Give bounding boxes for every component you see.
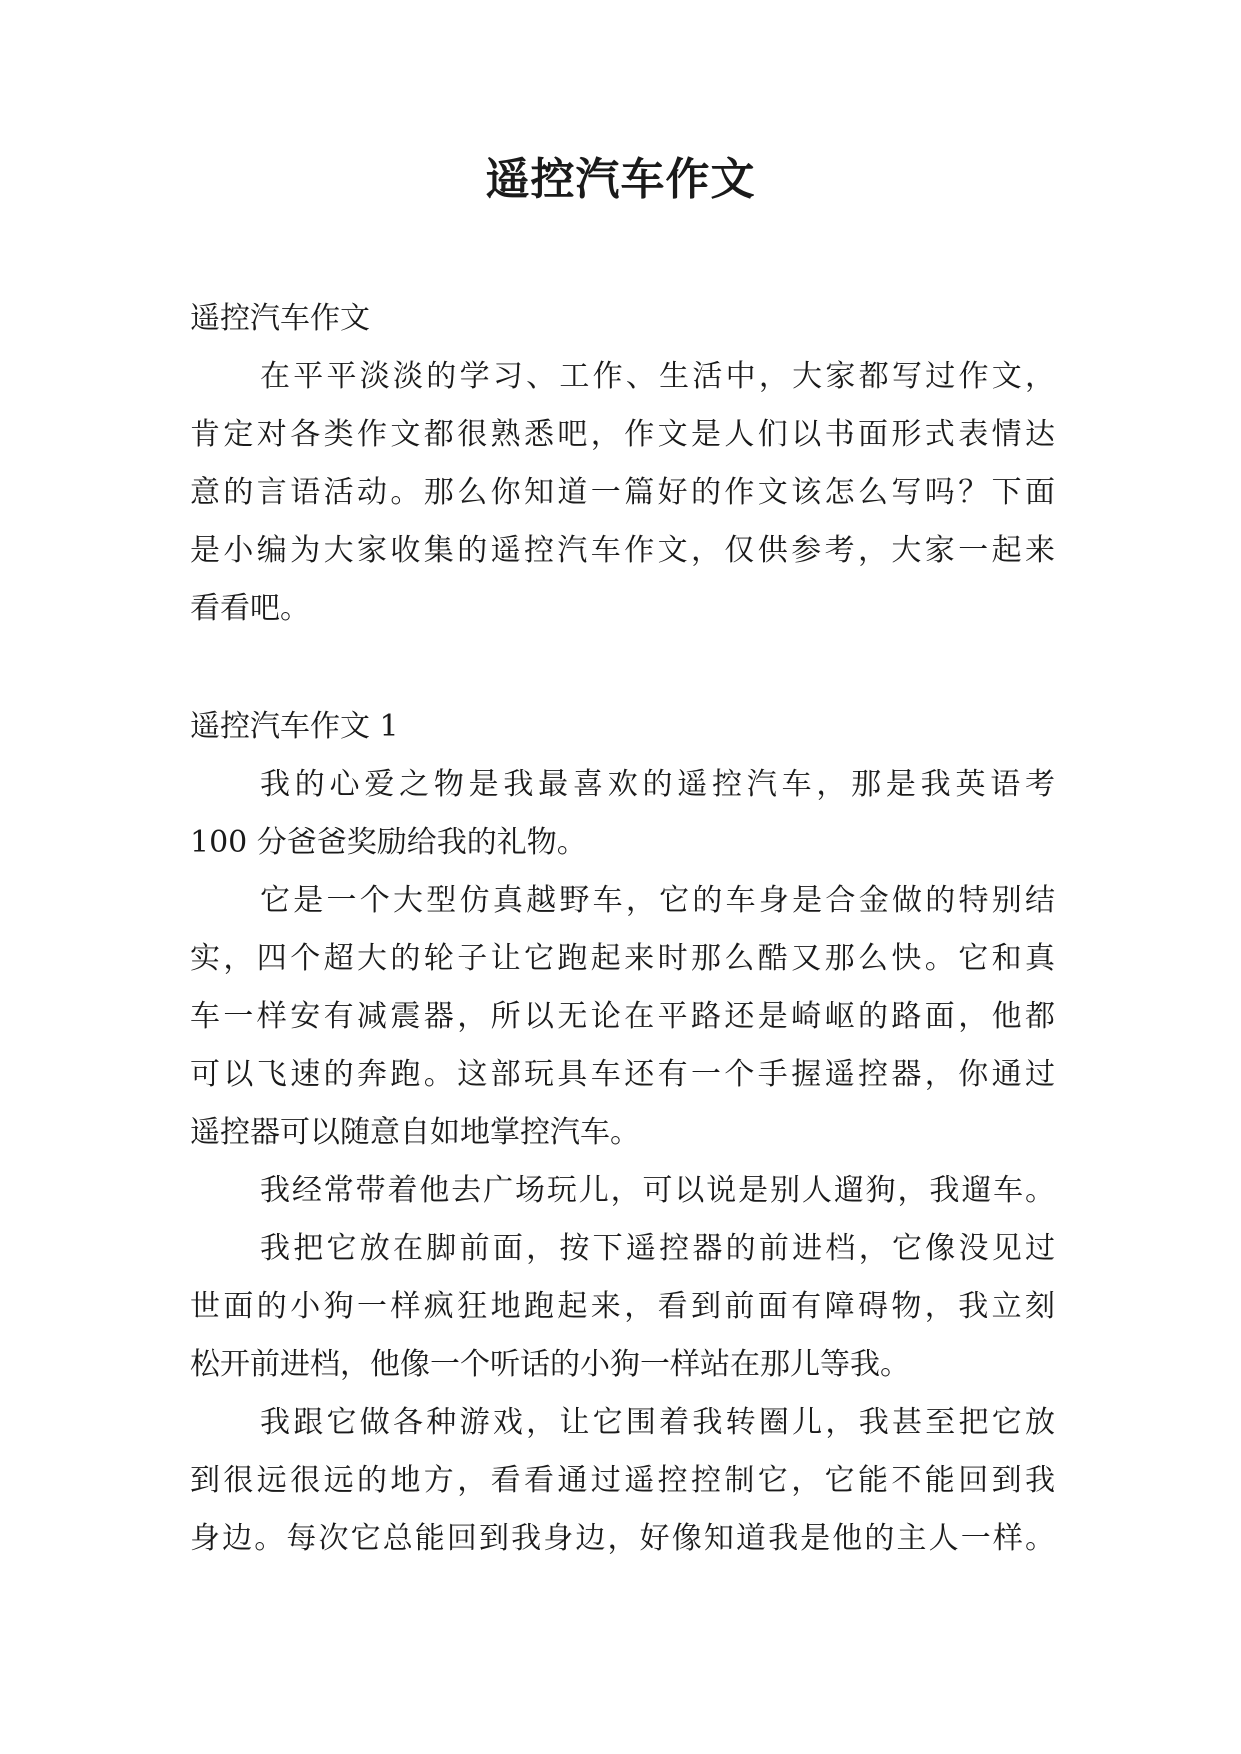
paragraph-line: 100 分爸爸奖励给我的礼物。 xyxy=(190,825,587,860)
paragraph-line: 我把它放在脚前面，按下遥控器的前进档，它像没见过 xyxy=(260,1231,1055,1266)
paragraph-line: 它是一个大型仿真越野车，它的车身是合金做的特别结 xyxy=(260,883,1055,918)
intro-line: 意的言语活动。那么你知道一篇好的作文该怎么写吗？下面 xyxy=(190,475,1055,510)
paragraph-line: 世面的小狗一样疯狂地跑起来，看到前面有障碍物，我立刻 xyxy=(190,1289,1055,1324)
intro-line: 是小编为大家收集的遥控汽车作文，仅供参考，大家一起来 xyxy=(190,533,1055,568)
intro-heading: 遥控汽车作文 xyxy=(190,301,370,336)
section-gap xyxy=(190,638,1055,698)
intro-line: 肯定对各类作文都很熟悉吧，作文是人们以书面形式表情达 xyxy=(190,417,1055,452)
essay-heading: 遥控汽车作文 1 xyxy=(190,709,399,744)
paragraph-line: 遥控器可以随意自如地掌控汽车。 xyxy=(190,1115,640,1150)
paragraph-line: 松开前进档，他像一个听话的小狗一样站在那儿等我。 xyxy=(190,1347,910,1382)
paragraph-line: 车一样安有减震器，所以无论在平路还是崎岖的路面，他都 xyxy=(190,999,1055,1034)
paragraph-line: 我的心爱之物是我最喜欢的遥控汽车，那是我英语考 xyxy=(260,767,1055,802)
paragraph-line: 到很远很远的地方，看看通过遥控控制它，它能不能回到我 xyxy=(190,1463,1055,1498)
paragraph-line: 我经常带着他去广场玩儿，可以说是别人遛狗，我遛车。 xyxy=(260,1173,1055,1208)
paragraph-line: 实，四个超大的轮子让它跑起来时那么酷又那么快。它和真 xyxy=(190,941,1055,976)
document-body xyxy=(190,290,1055,1568)
intro-line: 在平平淡淡的学习、工作、生活中，大家都写过作文， xyxy=(260,359,1055,394)
paragraph-line: 我跟它做各种游戏，让它围着我转圈儿，我甚至把它放 xyxy=(260,1405,1055,1440)
paragraph-line: 身边。每次它总能回到我身边，好像知道我是他的主人一样。 xyxy=(190,1521,1055,1556)
paragraph-line: 可以飞速的奔跑。这部玩具车还有一个手握遥控器，你通过 xyxy=(190,1057,1055,1092)
document-title: 遥控汽车作文 xyxy=(485,154,756,205)
intro-line: 看看吧。 xyxy=(190,591,310,626)
